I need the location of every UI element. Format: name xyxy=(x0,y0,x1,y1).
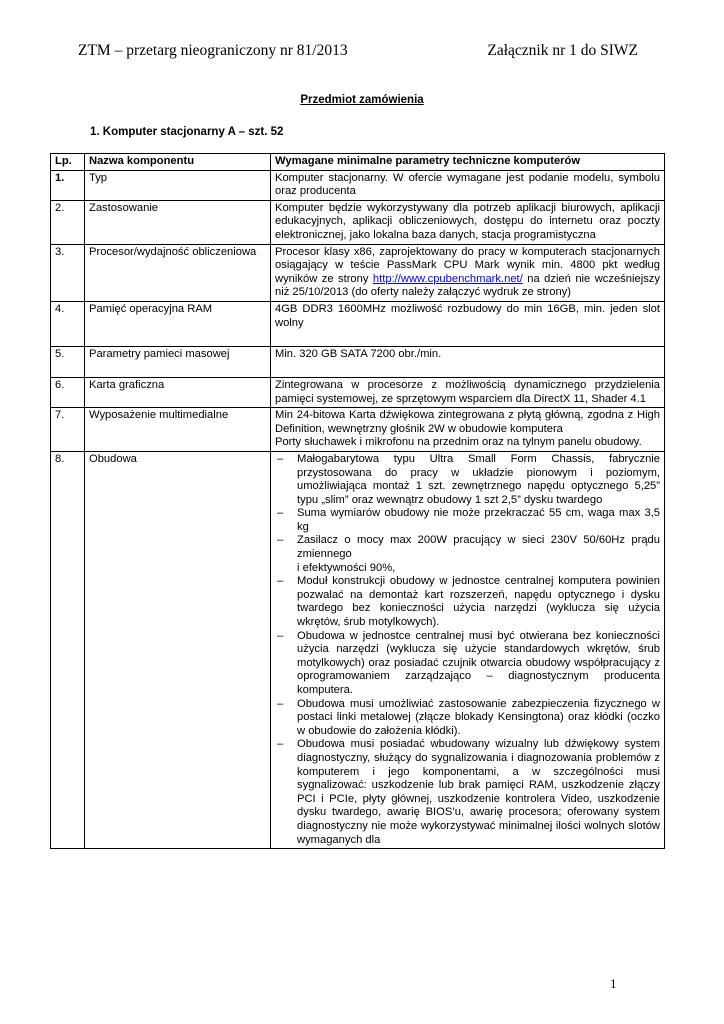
row-spec xyxy=(271,244,665,301)
row-lp: 2. xyxy=(51,200,85,244)
spec-text: na dzień nie wcześniejszy niż 25/10/2013 (do oferty należy załączyć wydruk ze strony) xyxy=(275,272,660,299)
header-lp: Lp. xyxy=(51,154,85,171)
dash-icon: – xyxy=(277,738,284,751)
row-lp: 6. xyxy=(51,377,85,407)
document-header-right: Załącznik nr 1 do SIWZ xyxy=(487,42,638,59)
row-spec xyxy=(271,408,665,452)
dash-icon: – xyxy=(277,697,284,710)
row-spec: Min. 320 GB SATA 7200 obr./min. xyxy=(271,346,665,377)
table-row xyxy=(51,377,665,407)
row-spec xyxy=(271,451,665,848)
row-spec: 4GB DDR3 1600MHz możliwość rozbudowy do min 16GB, min. jeden slot wolny xyxy=(271,301,665,346)
row-lp: 8. xyxy=(51,451,85,848)
row-component: Typ xyxy=(85,170,271,200)
list-item: – Obudowa musi umożliwiać zastosowanie zabezpieczenia fizycznego w postaci linki metalowej (złącze blokady Kensingtona) oraz kłódki (oczko w obudowie do założenia kłódki). xyxy=(277,697,660,737)
row-spec: Komputer stacjonarny. W ofercie wymagane jest podanie modelu, symbolu oraz producenta xyxy=(271,170,665,200)
spec-line: Porty słuchawek i mikrofonu na przednim oraz na tylnym panelu obudowy. xyxy=(275,436,642,449)
list-item: – Suma wymiarów obudowy nie może przekraczać 55 cm, waga max 3,5 kg xyxy=(277,507,660,533)
list-item: – Zasilacz o mocy max 200W pracujący w sieci 230V 50/60Hz prądu zmiennego i efektywności 90%, xyxy=(277,534,660,574)
row-lp: 5. xyxy=(51,346,85,377)
cpubenchmark-link[interactable]: http://www.cpubenchmark.net/ xyxy=(372,272,523,285)
row-component: Obudowa xyxy=(85,451,271,848)
spec-table xyxy=(50,153,665,849)
row-lp: 7. xyxy=(51,408,85,452)
row-lp: 4. xyxy=(51,301,85,346)
dash-icon: – xyxy=(277,629,284,642)
list-item: – Małogabarytowa typu Ultra Small Form Chassis, fabrycznie przystosowana do pracy w układzie pionowym i poziomym, umożliwiająca montaż 1 szt. zewnętrznego napędu optycznego 5,25” typu „slim” oraz wewnątrz obudowy 1 szt 2,5” dysku twardego xyxy=(277,452,660,506)
table-row xyxy=(51,244,665,301)
row-spec: Komputer będzie wykorzystywany dla potrzeb aplikacji biurowych, aplikacji edukacyjnych, aplikacji obliczeniowych, dostępu do internetu oraz poczty elektronicznej, jako lokalna baza danych, stacja programistyczna xyxy=(271,200,665,244)
table-row xyxy=(51,408,665,452)
row-component: Zastosowanie xyxy=(85,200,271,244)
section-subtitle: 1. Komputer stacjonarny A – szt. 52 xyxy=(90,126,284,138)
table-row xyxy=(51,301,665,346)
dash-icon: – xyxy=(277,575,284,588)
bullet-list xyxy=(275,453,660,847)
row-component: Karta graficzna xyxy=(85,377,271,407)
table-row xyxy=(51,200,665,244)
row-component: Wyposażenie multimedialne xyxy=(85,408,271,452)
document-header-left: ZTM – przetarg nieograniczony nr 81/2013 xyxy=(78,42,348,59)
row-component: Procesor/wydajność obliczeniowa xyxy=(85,244,271,301)
dash-icon: – xyxy=(277,452,284,465)
list-item-continuation: i efektywności 90%, xyxy=(297,561,396,574)
list-item: – Moduł konstrukcji obudowy w jednostce centralnej komputera powinien pozwalać na demontaż kart rozszerzeń, napędu optycznego i dysku twardego bez konieczności użycia narzędzi (wyklucza się użycia wkrętów, śrub motylkowych). xyxy=(277,575,660,629)
dash-icon: – xyxy=(277,534,284,547)
spec-text: Procesor klasy x86, zaprojektowany do pracy w komputerach stacjonarnych osiągający w teście PassMark CPU Mark wynik min. 4800 pkt według wyników ze strony xyxy=(275,245,660,285)
spec-line: Min 24-bitowa Karta dźwiękowa zintegrowana z płytą główną, zgodna z High Definition, wewnętrzny głośnik 2W w obudowie komputera xyxy=(275,409,660,435)
row-component: Pamięć operacyjna RAM xyxy=(85,301,271,346)
table-row xyxy=(51,170,665,200)
list-item: – Obudowa musi posiadać wbudowany wizualny lub dźwiękowy system diagnostyczny, służący do sygnalizowania i diagnozowania problemów z komputerem i jego komponentami, a w szczególności musi sygnalizować: uszkodzenie lub brak pamięci RAM, uszkodzenie złączy PCI i PCIe, płyty głównej, uszkodzenie kontrolera Video, uszkodzenie dysku twardego, awarię BIOS’u, awarię procesora; oferowany system diagnostyczny nie może wykorzystywać minimalnej ilości wolnych slotów wymaganych dla xyxy=(277,738,660,846)
dash-icon: – xyxy=(277,507,284,520)
section-title: Przedmiot zamówienia xyxy=(300,94,424,106)
table-row xyxy=(51,451,665,848)
header-params: Wymagane minimalne parametry techniczne komputerów xyxy=(271,154,665,171)
table-row xyxy=(51,346,665,377)
page-number: 1 xyxy=(610,976,617,991)
row-lp: 3. xyxy=(51,244,85,301)
table-header-row xyxy=(51,154,665,171)
list-item: – Obudowa w jednostce centralnej musi być otwierana bez konieczności użycia narzędzi (wyklucza się użycie standardowych wkrętów, śrub motylkowych) oraz posiadać czujnik otwarcia obudowy współpracujący z oprogramowaniem zarządzająco – diagnostycznym producenta komputera. xyxy=(277,629,660,696)
row-spec: Zintegrowana w procesorze z możliwością dynamicznego przydzielenia pamięci systemowej, ze sprzętowym wsparciem dla DirectX 11, Shader 4.1 xyxy=(271,377,665,407)
header-component: Nazwa komponentu xyxy=(85,154,271,171)
row-component: Parametry pamieci masowej xyxy=(85,346,271,377)
row-lp: 1. xyxy=(51,170,85,200)
